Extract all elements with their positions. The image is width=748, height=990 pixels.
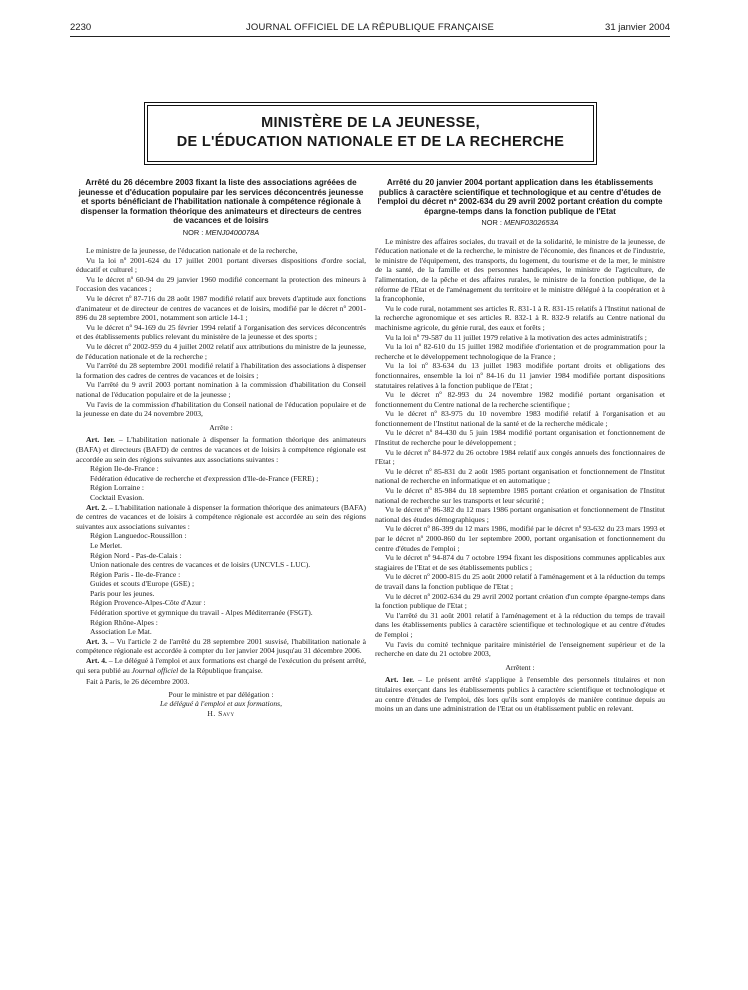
visa-paragraph: Vu le décret nº 86-382 du 12 mars 1986 portant organisation et fonctionnement de l'Institut national des études démographiques ; xyxy=(375,505,665,524)
done-at: Fait à Paris, le 26 décembre 2003. xyxy=(86,677,190,687)
issue-date: 31 janvier 2004 xyxy=(605,22,670,33)
article-1-regions xyxy=(76,464,366,502)
region-line: Région Languedoc-Roussillon : xyxy=(90,531,187,541)
arrete-heading: Arrête : xyxy=(209,422,233,432)
region-line: Région Provence-Alpes-Côte d'Azur : xyxy=(90,598,206,608)
region-line: Région Nord - Pas-de-Calais : xyxy=(90,550,182,560)
visa-paragraph: Vu le décret nº 60-94 du 29 janvier 1960 modifié concernant la protection des mineurs à l'occasion des vacances ; xyxy=(76,274,366,294)
visa-paragraph: Vu la loi nº 2001-624 du 17 juillet 2001 portant diverses dispositions d'ordre social, éducatif et culturel ; xyxy=(76,255,366,275)
visa-paragraph: Vu l'avis du comité technique paritaire ministériel de l'enseignement supérieur et de la recherche en date du 21 octobre 2003, xyxy=(375,639,665,659)
visa-paragraph: Le ministre des affaires sociales, du travail et de la solidarité, le ministre de la jeunesse, de l'éducation nationale et de la recherche, le ministre de l'économie, des finances et de l'industrie, le ministre de l'équipement, des transports, du logement, du tourisme et de la mer, le ministre de la santé, de la famille et des personnes handicapées, le ministre de l'agriculture, de l'alimentation, de la pêche et des affaires rurales, le ministre de la fonction publique, de la réforme de l'Etat et de l'aménagement du territoire et le ministre délégué à la coopération et à la francophonie, xyxy=(375,236,665,304)
region-line: Le Merlet. xyxy=(90,540,123,550)
decree-title: Arrêté du 26 décembre 2003 fixant la liste des associations agréées de jeunesse et d'éducation populaire par les services déconcentrés jeunesse et sports bénéficiant de l'habilitation nationale à compétence régionale à dispenser la formation théorique des animateurs et directeurs de centres de vacances et de loisirs xyxy=(78,178,364,225)
journal-officiel-italic: Journal officiel xyxy=(131,665,179,675)
region-line: Association Le Mat. xyxy=(90,627,152,637)
article-1 xyxy=(375,675,665,713)
visa-paragraph: Vu l'arrêté du 31 août 2001 relatif à l'aménagement et à la réduction du temps de travail dans les établissements publics à caractère scientifique et technologique et au centre d'études de l'emploi ; xyxy=(375,610,665,639)
visa-paragraph: Vu la loi nº 82-610 du 15 juillet 1982 modifiée d'orientation et de programmation pour la recherche et le développement technologique de la France ; xyxy=(375,342,665,361)
article-4-label: Art. 4. xyxy=(86,656,107,666)
visa-paragraph: Vu le décret nº 87-716 du 28 août 1987 modifié relatif aux brevets d'aptitude aux fonctions d'animateur et de directeur de centres de vacances et de loisirs, modifié par le décret nº 2001-896 du 28 septembre 2001, notamment son article 14-1 ; xyxy=(76,294,366,323)
article-4 xyxy=(76,656,366,675)
visa-paragraph: Vu le décret nº 2000-815 du 25 août 2000 relatif à l'aménagement et à la réduction du temps de travail dans la fonction publique de l'Etat ; xyxy=(375,572,665,591)
article-3 xyxy=(76,637,366,656)
article-1-text: – Le présent arrêté s'applique à l'ensemble des personnels titulaires et non titulaires exerçant dans les établissements publics à caractère scientifique et technologique et au centre d'études de l'emploi, dès lors qu'ils sont employés de manière continue depuis au moins un an dans une administration de l'Etat ou un établissement public en relevant. xyxy=(375,675,665,714)
region-line: Paris pour les jeunes. xyxy=(90,588,155,598)
visa-paragraph: Vu le code rural, notamment ses articles R. 831-1 à R. 831-15 relatifs à l'Institut national de la recherche agronomique et ses articles R. 832-1 à R. 832-9 relatifs au Centre national du machinisme agricole, du génie rural, des eaux et forêts ; xyxy=(375,303,665,332)
article-3-label: Art. 3. xyxy=(86,636,108,646)
region-line: Région Ile-de-France : xyxy=(90,464,159,474)
visa-paragraph: Vu la loi nº 83-634 du 13 juillet 1983 modifiée portant droits et obligations des fonctionnaires, ensemble la loi nº 84-16 du 11 janvier 1984 modifiée portant dispositions statutaires relatives à la fonction publique de l'Etat ; xyxy=(375,361,665,390)
article-2-label: Art. 2. xyxy=(86,502,108,512)
article-3-text: – Vu l'article 2 de l'arrêté du 28 septembre 2001 susvisé, l'habilitation nationale à compétence régionale est accordée à compter du 1er janvier 2004 jusqu'au 31 décembre 2006. xyxy=(76,636,366,656)
visa-paragraph: Vu le décret nº 84-430 du 5 juin 1984 modifié portant organisation et fonctionnement de l'Institut de recherche pour le développement ; xyxy=(375,428,665,448)
article-4-text-a: – Le délégué à l'emploi et aux formations est chargé de l'exécution du présent arrêté, qui sera publié au xyxy=(76,656,366,675)
visa-paragraph: Vu le décret nº 84-972 du 26 octobre 1984 relatif aux congés annuels des fonctionnaires de l'Etat ; xyxy=(375,447,665,467)
visa-paragraph: Vu le décret nº 85-831 du 2 août 1985 portant organisation et fonctionnement de l'Institut national de recherche en informatique et en automatique ; xyxy=(375,466,665,486)
region-line: Fédération éducative de recherche et d'expression d'Ile-de-France (FERE) ; xyxy=(90,473,319,483)
visa-paragraph: Vu le décret nº 2002-959 du 4 juillet 2002 relatif aux attributions du ministre de la jeunesse, de l'éducation nationale et de la recherche ; xyxy=(76,342,366,361)
visa-paragraph: Vu l'avis de la commission d'habilitation du Conseil national de l'éducation populaire et de la jeunesse en date du 24 novembre 2003, xyxy=(76,399,366,419)
region-line: Guides et scouts d'Europe (GSE) ; xyxy=(90,579,195,589)
nor-reference xyxy=(76,228,366,238)
article-1-label: Art. 1er. xyxy=(385,675,415,685)
nor-label: NOR : xyxy=(481,218,502,227)
visa-paragraph: Le ministre de la jeunesse, de l'éducation nationale et de la recherche, xyxy=(86,246,298,256)
article-4-text-b: de la République française. xyxy=(178,665,263,675)
visa-paragraph: Vu la loi nº 79-587 du 11 juillet 1979 relative à la motivation des actes administratifs ; xyxy=(385,332,647,342)
article-2-regions xyxy=(76,531,366,637)
signature-block xyxy=(76,690,366,719)
nor-code: MENJ0400078A xyxy=(205,227,260,237)
visa-paragraph: Vu le décret nº 85-984 du 18 septembre 1985 portant création et organisation de l'Institut national de recherche sur les transports et leur sécurité ; xyxy=(375,486,665,505)
visa-paragraph: Vu le décret nº 86-399 du 12 mars 1986, modifié par le décret nº 93-632 du 23 mars 1993 et par le décret nº 2000-860 du 1er septembre 2000, portant organisation et fonctionnement du centre d'études de l'emploi ; xyxy=(375,524,665,553)
ministry-heading-box xyxy=(147,105,594,162)
nor-code: MENF0302653A xyxy=(503,218,559,227)
visa-paragraph: Vu le décret nº 94-874 du 7 octobre 1994 fixant les dispositions communes applicables aux stagiaires de l'Etat et de ses établissements publics ; xyxy=(375,553,665,572)
visa-paragraph: Vu l'arrêté du 28 septembre 2001 modifié relatif à l'habilitation des associations à dispenser la formation des cadres de centres de vacances et de loisirs ; xyxy=(76,361,366,380)
nor-reference xyxy=(375,218,665,228)
header-divider xyxy=(70,36,670,37)
visa-paragraph: Vu le décret nº 94-169 du 25 février 1994 relatif à l'organisation des services déconcentrés et des établissements publics relevant du ministère de la jeunesse et des sports ; xyxy=(76,322,366,342)
ministry-line-1: MINISTÈRE DE LA JEUNESSE, xyxy=(261,115,480,131)
article-2 xyxy=(76,503,366,532)
decree-title: Arrêté du 20 janvier 2004 portant application dans les établissements publics à caractère scientifique et technologique et au centre d'études de l'emploi du décret nº 2002-634 du 29 avril 2002 portant création du compte épargne-temps dans la fonction publique de l'Etat xyxy=(377,178,663,216)
left-column xyxy=(76,178,366,719)
journal-title: JOURNAL OFFICIEL DE LA RÉPUBLIQUE FRANÇAISE xyxy=(245,22,495,33)
signatory-name: H. Savy xyxy=(207,709,235,718)
region-line: Région Paris - Ile-de-France : xyxy=(90,569,181,579)
region-line: Cocktail Evasion. xyxy=(90,492,144,502)
visa-paragraph: Vu le décret nº 83-975 du 10 novembre 1983 modifié relatif à l'organisation et au fonctionnement de l'Institut national de la santé et de la recherche médicale ; xyxy=(375,409,665,428)
article-1-text: – L'habilitation nationale à dispenser la formation théorique des animateurs (BAFA) et directeurs (BAFD) de centres de vacances et de loisirs à compétence régionale est accordée au sein des régions suivantes aux associations suivantes : xyxy=(76,435,366,464)
visas-list xyxy=(76,246,366,419)
page-number: 2230 xyxy=(70,22,92,33)
region-line: Région Lorraine : xyxy=(90,483,144,493)
visas-list xyxy=(375,237,665,659)
article-2-text: – L'habilitation nationale à dispenser la formation théorique des animateurs (BAFA) de centres de vacances et de loisirs à compétence régionale est accordée au sein des régions suivantes aux associations suivantes : xyxy=(76,502,366,531)
signature-line-1: Pour le ministre et par délégation : xyxy=(168,689,274,699)
nor-label: NOR : xyxy=(182,227,204,237)
signature-line-2: Le délégué à l'emploi et aux formations, xyxy=(159,699,283,709)
visa-paragraph: Vu le décret nº 2002-634 du 29 avril 2002 portant création d'un compte épargne-temps dans la fonction publique de l'Etat ; xyxy=(375,591,665,611)
region-line: Région Rhône-Alpes : xyxy=(90,617,158,627)
right-column xyxy=(375,178,665,714)
region-line: Union nationale des centres de vacances et de loisirs (UNCVLS - LUC). xyxy=(90,560,311,570)
arretent-heading: Arrêtent : xyxy=(505,662,535,672)
ministry-line-2: DE L'ÉDUCATION NATIONALE ET DE LA RECHERCHE xyxy=(176,134,565,150)
region-line: Fédération sportive et gymnique du travail - Alpes Méditerranée (FSGT). xyxy=(90,608,313,618)
article-1-label: Art. 1er. xyxy=(86,435,115,445)
visa-paragraph: Vu l'arrêté du 9 avril 2003 portant nomination à la commission d'habilitation du Conseil national de l'éducation populaire et de la jeunesse ; xyxy=(76,380,366,399)
visa-paragraph: Vu le décret nº 82-993 du 24 novembre 1982 modifié portant organisation et fonctionnement du Centre national de la recherche scientifique ; xyxy=(375,390,665,409)
article-1 xyxy=(76,435,366,464)
